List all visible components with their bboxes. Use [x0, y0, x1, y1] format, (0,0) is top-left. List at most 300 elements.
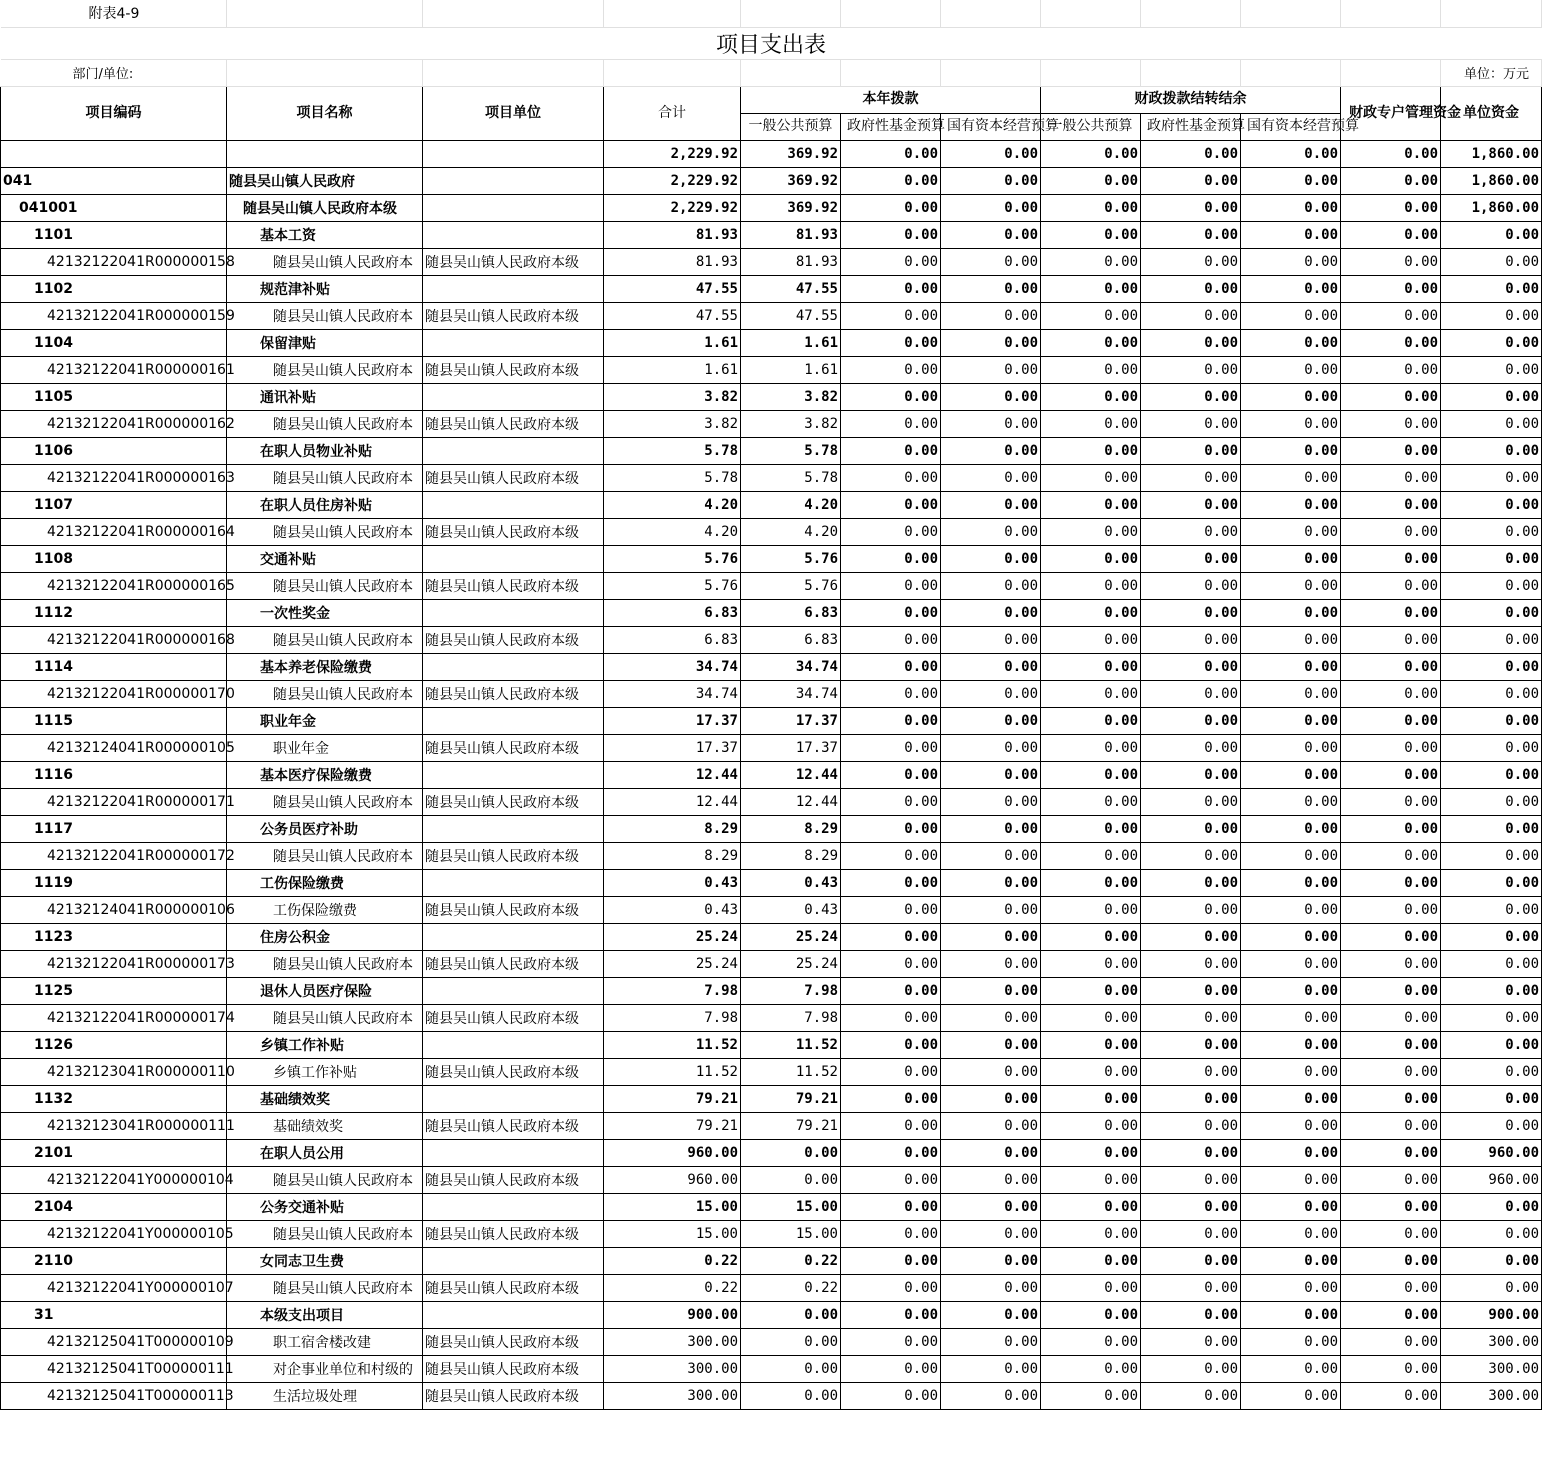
- cell-value[interactable]: 0.00: [1341, 410, 1441, 437]
- cell-value[interactable]: 0.00: [1041, 626, 1141, 653]
- cell-value[interactable]: 0.00: [1241, 464, 1341, 491]
- cell-value[interactable]: 0.00: [1241, 923, 1341, 950]
- cell-unit[interactable]: [423, 1085, 604, 1112]
- cell-value[interactable]: 0.00: [841, 1112, 941, 1139]
- cell-name[interactable]: 随县吴山镇人民政府本: [227, 1220, 423, 1247]
- cell-value[interactable]: 0.00: [1441, 896, 1542, 923]
- cell-value[interactable]: 0.00: [1441, 680, 1542, 707]
- header-current-general[interactable]: 一般公共预算: [741, 113, 841, 140]
- cell-value[interactable]: 0.00: [841, 248, 941, 275]
- cell-value[interactable]: 34.74: [741, 653, 841, 680]
- cell-value[interactable]: 0.00: [1441, 491, 1542, 518]
- cell-value[interactable]: 0.00: [1041, 545, 1141, 572]
- cell-value[interactable]: 960.00: [1441, 1139, 1542, 1166]
- cell-value[interactable]: 0.00: [1041, 1193, 1141, 1220]
- cell-value[interactable]: 0.00: [1141, 356, 1241, 383]
- cell-value[interactable]: 0.00: [1441, 1220, 1542, 1247]
- cell-value[interactable]: 0.00: [1341, 275, 1441, 302]
- cell-value[interactable]: 0.22: [741, 1247, 841, 1274]
- cell-name[interactable]: 随县吴山镇人民政府: [227, 167, 423, 194]
- cell-value[interactable]: 0.00: [1441, 437, 1542, 464]
- cell-value[interactable]: 0.00: [1341, 545, 1441, 572]
- cell-value[interactable]: 0.00: [1041, 923, 1141, 950]
- cell-value[interactable]: 0.00: [741, 1328, 841, 1355]
- cell-value[interactable]: 0.00: [1241, 491, 1341, 518]
- cell-value[interactable]: 0.00: [1241, 626, 1341, 653]
- cell-unit[interactable]: 随县吴山镇人民政府本级: [423, 1328, 604, 1355]
- cell-value[interactable]: 0.00: [941, 950, 1041, 977]
- cell-value[interactable]: 0.00: [1341, 1139, 1441, 1166]
- cell-value[interactable]: 25.24: [741, 950, 841, 977]
- cell-value[interactable]: 81.93: [604, 248, 741, 275]
- cell-value[interactable]: 12.44: [741, 788, 841, 815]
- cell-value[interactable]: 0.00: [1441, 1193, 1542, 1220]
- header-group-current[interactable]: 本年拨款: [741, 86, 1041, 113]
- cell-value[interactable]: 0.00: [1241, 1058, 1341, 1085]
- cell-value[interactable]: 0.00: [1141, 140, 1241, 167]
- cell-code[interactable]: 42132125041T000000109: [1, 1328, 227, 1355]
- cell-value[interactable]: 0.00: [1141, 167, 1241, 194]
- cell-value[interactable]: 0.00: [1341, 653, 1441, 680]
- cell-value[interactable]: 0.00: [1041, 734, 1141, 761]
- cell-value[interactable]: 0.00: [1241, 950, 1341, 977]
- cell-value[interactable]: 0.00: [1241, 356, 1341, 383]
- cell-value[interactable]: 0.00: [1241, 1139, 1341, 1166]
- cell-value[interactable]: 8.29: [604, 815, 741, 842]
- cell-unit[interactable]: [423, 194, 604, 221]
- cell-value[interactable]: 0.00: [1441, 1058, 1542, 1085]
- cell-value[interactable]: 7.98: [604, 1004, 741, 1031]
- cell-value[interactable]: 0.00: [1241, 437, 1341, 464]
- cell-value[interactable]: 0.00: [1041, 842, 1141, 869]
- cell-value[interactable]: 0.00: [1141, 1112, 1241, 1139]
- cell-value[interactable]: 12.44: [741, 761, 841, 788]
- cell-value[interactable]: 3.82: [604, 410, 741, 437]
- cell-unit[interactable]: 随县吴山镇人民政府本级: [423, 842, 604, 869]
- cell-value[interactable]: 0.00: [841, 1193, 941, 1220]
- cell-value[interactable]: 0.00: [1041, 1220, 1141, 1247]
- cell-value[interactable]: 0.00: [841, 356, 941, 383]
- cell-value[interactable]: 0.00: [1141, 1247, 1241, 1274]
- cell-value[interactable]: 0.00: [1341, 1328, 1441, 1355]
- cell-value[interactable]: 2,229.92: [604, 167, 741, 194]
- cell-code[interactable]: 42132125041T000000113: [1, 1382, 227, 1409]
- cell-value[interactable]: 0.00: [1341, 572, 1441, 599]
- cell-unit[interactable]: [423, 437, 604, 464]
- cell-code[interactable]: 42132122041R000000173: [1, 950, 227, 977]
- cell-value[interactable]: 0.00: [1141, 950, 1241, 977]
- cell-value[interactable]: 0.00: [1041, 383, 1141, 410]
- cell-value[interactable]: 5.78: [741, 437, 841, 464]
- cell-value[interactable]: 0.00: [1141, 1031, 1241, 1058]
- cell-name[interactable]: 基本工资: [227, 221, 423, 248]
- cell-code[interactable]: 1125: [1, 977, 227, 1004]
- cell-value[interactable]: 0.00: [941, 167, 1041, 194]
- cell-value[interactable]: 0.00: [1141, 1382, 1241, 1409]
- cell-value[interactable]: 0.00: [1141, 437, 1241, 464]
- cell-value[interactable]: 15.00: [604, 1220, 741, 1247]
- cell-name[interactable]: 退休人员医疗保险: [227, 977, 423, 1004]
- cell-value[interactable]: 0.00: [941, 896, 1041, 923]
- cell-name[interactable]: 公务交通补贴: [227, 1193, 423, 1220]
- cell-value[interactable]: 8.29: [741, 842, 841, 869]
- cell-value[interactable]: 0.00: [1341, 1193, 1441, 1220]
- cell-value[interactable]: 1.61: [741, 356, 841, 383]
- cell-value[interactable]: 0.00: [741, 1166, 841, 1193]
- cell-value[interactable]: 0.00: [1041, 653, 1141, 680]
- cell-code[interactable]: 041001: [1, 194, 227, 221]
- cell-unit[interactable]: 随县吴山镇人民政府本级: [423, 734, 604, 761]
- cell-value[interactable]: 0.00: [1441, 977, 1542, 1004]
- cell-value[interactable]: 0.00: [1241, 275, 1341, 302]
- cell-value[interactable]: 0.00: [1341, 437, 1441, 464]
- cell-value[interactable]: 0.00: [841, 1139, 941, 1166]
- cell-value[interactable]: 0.00: [1041, 302, 1141, 329]
- cell-name[interactable]: 对企事业单位和村级的: [227, 1355, 423, 1382]
- cell-value[interactable]: 0.00: [841, 383, 941, 410]
- cell-unit[interactable]: [423, 599, 604, 626]
- cell-name[interactable]: 随县吴山镇人民政府本: [227, 572, 423, 599]
- cell-value[interactable]: 0.00: [1041, 1328, 1141, 1355]
- cell-code[interactable]: 1101: [1, 221, 227, 248]
- cell-value[interactable]: 0.00: [941, 788, 1041, 815]
- cell-value[interactable]: 0.00: [1441, 599, 1542, 626]
- cell-value[interactable]: 0.00: [941, 842, 1041, 869]
- unit-label[interactable]: 单位：万元: [1441, 59, 1542, 86]
- cell-value[interactable]: 0.00: [1241, 896, 1341, 923]
- cell-name[interactable]: 随县吴山镇人民政府本: [227, 356, 423, 383]
- cell-value[interactable]: 0.00: [841, 1274, 941, 1301]
- cell-value[interactable]: 0.00: [841, 896, 941, 923]
- cell-code[interactable]: 42132122041Y000000104: [1, 1166, 227, 1193]
- cell-value[interactable]: 25.24: [741, 923, 841, 950]
- cell-name[interactable]: 女同志卫生费: [227, 1247, 423, 1274]
- cell-value[interactable]: 0.00: [941, 734, 1041, 761]
- cell-code[interactable]: 1106: [1, 437, 227, 464]
- cell-value[interactable]: 3.82: [741, 410, 841, 437]
- cell-code[interactable]: 42132122041R000000158: [1, 248, 227, 275]
- cell-value[interactable]: 0.00: [1141, 680, 1241, 707]
- cell-value[interactable]: 0.00: [1241, 1166, 1341, 1193]
- cell-value[interactable]: 0.00: [1041, 140, 1141, 167]
- cell-name[interactable]: 基础绩效奖: [227, 1112, 423, 1139]
- cell-value[interactable]: 0.00: [741, 1301, 841, 1328]
- cell-value[interactable]: 2,229.92: [604, 194, 741, 221]
- cell-value[interactable]: 0.00: [1241, 1247, 1341, 1274]
- cell-value[interactable]: 0.00: [941, 194, 1041, 221]
- cell-value[interactable]: 0.00: [1141, 410, 1241, 437]
- cell-value[interactable]: 7.98: [741, 1004, 841, 1031]
- cell-value[interactable]: 0.00: [841, 869, 941, 896]
- cell-unit[interactable]: 随县吴山镇人民政府本级: [423, 572, 604, 599]
- cell-name[interactable]: 随县吴山镇人民政府本: [227, 410, 423, 437]
- header-current-state[interactable]: 国有资本经营预算: [941, 113, 1041, 140]
- cell-value[interactable]: 0.00: [1241, 1328, 1341, 1355]
- cell-value[interactable]: 0.00: [1241, 1112, 1341, 1139]
- cell-value[interactable]: 0.00: [1441, 707, 1542, 734]
- cell-value[interactable]: 0.00: [1241, 248, 1341, 275]
- cell-value[interactable]: 0.00: [1341, 977, 1441, 1004]
- cell-name[interactable]: 随县吴山镇人民政府本: [227, 626, 423, 653]
- cell-name[interactable]: 基本养老保险缴费: [227, 653, 423, 680]
- cell-value[interactable]: 0.00: [1041, 977, 1141, 1004]
- cell-value[interactable]: 0.00: [1141, 1085, 1241, 1112]
- cell-value[interactable]: 17.37: [604, 707, 741, 734]
- cell-value[interactable]: 0.00: [1241, 734, 1341, 761]
- cell-value[interactable]: 0.00: [1041, 1301, 1141, 1328]
- cell-value[interactable]: 0.00: [1241, 653, 1341, 680]
- cell-code[interactable]: 2104: [1, 1193, 227, 1220]
- cell-value[interactable]: 0.00: [841, 140, 941, 167]
- cell-value[interactable]: 0.00: [1341, 815, 1441, 842]
- cell-value[interactable]: 0.00: [941, 410, 1041, 437]
- cell-value[interactable]: 1.61: [604, 329, 741, 356]
- cell-value[interactable]: 0.00: [841, 950, 941, 977]
- cell-value[interactable]: 0.00: [1241, 1085, 1341, 1112]
- cell-name[interactable]: 在职人员住房补贴: [227, 491, 423, 518]
- cell-value[interactable]: 34.74: [604, 653, 741, 680]
- cell-value[interactable]: 0.00: [1141, 1274, 1241, 1301]
- cell-value[interactable]: 3.82: [741, 383, 841, 410]
- cell-value[interactable]: 0.00: [1241, 194, 1341, 221]
- cell-unit[interactable]: [423, 1301, 604, 1328]
- cell-code[interactable]: 42132123041R000000111: [1, 1112, 227, 1139]
- cell-value[interactable]: 0.00: [1441, 464, 1542, 491]
- cell-value[interactable]: 0.00: [941, 275, 1041, 302]
- cell-value[interactable]: 0.00: [841, 707, 941, 734]
- cell-value[interactable]: 0.00: [1041, 572, 1141, 599]
- cell-value[interactable]: 0.00: [1041, 950, 1141, 977]
- cell-value[interactable]: 369.92: [741, 167, 841, 194]
- cell-value[interactable]: 0.00: [841, 518, 941, 545]
- cell-value[interactable]: 0.00: [1041, 464, 1141, 491]
- cell-name[interactable]: 随县吴山镇人民政府本: [227, 788, 423, 815]
- cell-code[interactable]: 31: [1, 1301, 227, 1328]
- cell-value[interactable]: 0.00: [741, 1355, 841, 1382]
- cell-value[interactable]: 0.00: [941, 356, 1041, 383]
- cell-value[interactable]: 300.00: [604, 1355, 741, 1382]
- cell-name[interactable]: 在职人员公用: [227, 1139, 423, 1166]
- cell-unit[interactable]: 随县吴山镇人民政府本级: [423, 1058, 604, 1085]
- cell-value[interactable]: 0.00: [941, 1004, 1041, 1031]
- cell-value[interactable]: 0.00: [941, 1382, 1041, 1409]
- cell-value[interactable]: 25.24: [604, 923, 741, 950]
- cell-value[interactable]: 300.00: [604, 1382, 741, 1409]
- cell-value[interactable]: 0.00: [941, 545, 1041, 572]
- cell-name[interactable]: 公务员医疗补助: [227, 815, 423, 842]
- cell-value[interactable]: 0.00: [1341, 923, 1441, 950]
- cell-value[interactable]: 0.00: [1241, 167, 1341, 194]
- cell-value[interactable]: 0.00: [1441, 626, 1542, 653]
- cell-value[interactable]: 0.00: [1041, 248, 1141, 275]
- cell-value[interactable]: 0.00: [941, 1247, 1041, 1274]
- cell-name[interactable]: 随县吴山镇人民政府本: [227, 518, 423, 545]
- cell-value[interactable]: 0.00: [941, 761, 1041, 788]
- cell-value[interactable]: 0.00: [1041, 1355, 1141, 1382]
- header-group-carry[interactable]: 财政拨款结转结余: [1041, 86, 1341, 113]
- cell-value[interactable]: 0.00: [1241, 1274, 1341, 1301]
- cell-name[interactable]: 一次性奖金: [227, 599, 423, 626]
- cell-name[interactable]: 交通补贴: [227, 545, 423, 572]
- cell-value[interactable]: 0.00: [1341, 356, 1441, 383]
- cell-value[interactable]: 0.00: [841, 653, 941, 680]
- cell-value[interactable]: 0.00: [1241, 221, 1341, 248]
- cell-value[interactable]: 0.00: [1141, 896, 1241, 923]
- cell-value[interactable]: 0.00: [1041, 1139, 1141, 1166]
- cell-unit[interactable]: [423, 1247, 604, 1274]
- cell-value[interactable]: 0.00: [1441, 383, 1542, 410]
- cell-value[interactable]: 79.21: [741, 1112, 841, 1139]
- cell-value[interactable]: 17.37: [741, 734, 841, 761]
- cell-value[interactable]: 0.00: [1241, 383, 1341, 410]
- cell-value[interactable]: 1.61: [741, 329, 841, 356]
- cell-value[interactable]: 0.00: [1241, 302, 1341, 329]
- cell-value[interactable]: 0.00: [1441, 815, 1542, 842]
- cell-value[interactable]: 960.00: [604, 1139, 741, 1166]
- cell-value[interactable]: 0.00: [1441, 950, 1542, 977]
- cell-value[interactable]: 0.00: [1341, 950, 1441, 977]
- cell-value[interactable]: 0.00: [1341, 1085, 1441, 1112]
- cell-value[interactable]: 0.00: [1241, 707, 1341, 734]
- cell-value[interactable]: 0.00: [841, 1328, 941, 1355]
- cell-value[interactable]: 0.00: [941, 1085, 1041, 1112]
- cell-name[interactable]: 住房公积金: [227, 923, 423, 950]
- cell-value[interactable]: 0.00: [941, 1355, 1041, 1382]
- cell-value[interactable]: 0.00: [1341, 1247, 1441, 1274]
- cell-value[interactable]: 0.00: [1141, 518, 1241, 545]
- cell-value[interactable]: 0.00: [941, 1301, 1041, 1328]
- cell-value[interactable]: 3.82: [604, 383, 741, 410]
- cell-value[interactable]: 0.00: [1241, 680, 1341, 707]
- cell-name[interactable]: [227, 140, 423, 167]
- cell-value[interactable]: 0.00: [1141, 842, 1241, 869]
- cell-value[interactable]: 1.61: [604, 356, 741, 383]
- cell-unit[interactable]: 随县吴山镇人民政府本级: [423, 1166, 604, 1193]
- cell-value[interactable]: 0.00: [1441, 1247, 1542, 1274]
- cell-value[interactable]: 0.00: [1141, 761, 1241, 788]
- cell-name[interactable]: 随县吴山镇人民政府本: [227, 950, 423, 977]
- cell-unit[interactable]: [423, 167, 604, 194]
- cell-name[interactable]: 基础绩效奖: [227, 1085, 423, 1112]
- cell-code[interactable]: 42132125041T000000111: [1, 1355, 227, 1382]
- cell-value[interactable]: 0.00: [1241, 788, 1341, 815]
- cell-value[interactable]: 81.93: [741, 221, 841, 248]
- cell-value[interactable]: 0.00: [841, 788, 941, 815]
- cell-value[interactable]: 0.43: [604, 896, 741, 923]
- cell-value[interactable]: 47.55: [741, 275, 841, 302]
- cell-value[interactable]: 0.00: [1041, 1112, 1141, 1139]
- cell-value[interactable]: 7.98: [741, 977, 841, 1004]
- cell-value[interactable]: 0.00: [1141, 1220, 1241, 1247]
- cell-value[interactable]: 0.00: [1041, 518, 1141, 545]
- cell-value[interactable]: 6.83: [741, 599, 841, 626]
- cell-value[interactable]: 0.00: [1441, 653, 1542, 680]
- cell-name[interactable]: 随县吴山镇人民政府本: [227, 248, 423, 275]
- header-current-fund[interactable]: 政府性基金预算: [841, 113, 941, 140]
- cell-value[interactable]: 960.00: [1441, 1166, 1542, 1193]
- cell-unit[interactable]: [423, 545, 604, 572]
- cell-name[interactable]: 基本医疗保险缴费: [227, 761, 423, 788]
- cell-value[interactable]: 0.00: [1041, 1058, 1141, 1085]
- cell-value[interactable]: 369.92: [741, 140, 841, 167]
- cell-value[interactable]: 0.00: [941, 572, 1041, 599]
- cell-value[interactable]: 0.00: [1141, 923, 1241, 950]
- cell-value[interactable]: 0.00: [841, 626, 941, 653]
- cell-value[interactable]: 0.00: [1141, 491, 1241, 518]
- cell-value[interactable]: 0.00: [1441, 275, 1542, 302]
- cell-value[interactable]: 0.00: [841, 1085, 941, 1112]
- cell-value[interactable]: 0.00: [1441, 518, 1542, 545]
- cell-value[interactable]: 0.00: [1441, 329, 1542, 356]
- cell-value[interactable]: 17.37: [741, 707, 841, 734]
- cell-value[interactable]: 17.37: [604, 734, 741, 761]
- cell-name[interactable]: 在职人员物业补贴: [227, 437, 423, 464]
- cell-value[interactable]: 0.00: [1141, 275, 1241, 302]
- cell-name[interactable]: 本级支出项目: [227, 1301, 423, 1328]
- cell-value[interactable]: 15.00: [604, 1193, 741, 1220]
- cell-value[interactable]: 15.00: [741, 1193, 841, 1220]
- cell-value[interactable]: 0.00: [1141, 545, 1241, 572]
- cell-value[interactable]: 300.00: [1441, 1328, 1542, 1355]
- cell-value[interactable]: 0.00: [841, 464, 941, 491]
- cell-value[interactable]: 0.00: [1041, 815, 1141, 842]
- cell-value[interactable]: 0.00: [841, 167, 941, 194]
- cell-value[interactable]: 0.00: [1341, 1301, 1441, 1328]
- cell-code[interactable]: 1102: [1, 275, 227, 302]
- cell-unit[interactable]: 随县吴山镇人民政府本级: [423, 788, 604, 815]
- cell-name[interactable]: 随县吴山镇人民政府本: [227, 464, 423, 491]
- cell-value[interactable]: 0.00: [841, 1355, 941, 1382]
- cell-value[interactable]: 0.00: [1341, 194, 1441, 221]
- cell-value[interactable]: 34.74: [741, 680, 841, 707]
- cell-value[interactable]: 0.00: [941, 140, 1041, 167]
- cell-value[interactable]: 900.00: [604, 1301, 741, 1328]
- cell-unit[interactable]: [423, 1139, 604, 1166]
- cell-value[interactable]: 0.00: [1141, 788, 1241, 815]
- cell-value[interactable]: 0.43: [604, 869, 741, 896]
- cell-value[interactable]: 0.00: [941, 329, 1041, 356]
- cell-value[interactable]: 0.22: [604, 1274, 741, 1301]
- cell-value[interactable]: 5.76: [604, 545, 741, 572]
- cell-value[interactable]: 0.00: [1141, 1301, 1241, 1328]
- cell-value[interactable]: 0.00: [1441, 1112, 1542, 1139]
- cell-unit[interactable]: [423, 869, 604, 896]
- cell-unit[interactable]: 随县吴山镇人民政府本级: [423, 950, 604, 977]
- cell-value[interactable]: 0.00: [1041, 1247, 1141, 1274]
- cell-value[interactable]: 0.00: [1441, 842, 1542, 869]
- cell-value[interactable]: 0.00: [1341, 1220, 1441, 1247]
- cell-value[interactable]: 0.00: [1141, 1328, 1241, 1355]
- cell-name[interactable]: 乡镇工作补贴: [227, 1031, 423, 1058]
- header-carry-general[interactable]: 一般公共预算: [1041, 113, 1141, 140]
- cell-value[interactable]: 0.00: [1441, 761, 1542, 788]
- cell-value[interactable]: 0.00: [941, 464, 1041, 491]
- cell-value[interactable]: 0.00: [841, 194, 941, 221]
- cell-value[interactable]: 0.00: [841, 329, 941, 356]
- cell-value[interactable]: 0.00: [941, 1112, 1041, 1139]
- cell-value[interactable]: 0.00: [1041, 410, 1141, 437]
- cell-value[interactable]: 0.00: [1241, 545, 1341, 572]
- cell-value[interactable]: 0.00: [1241, 329, 1341, 356]
- cell-unit[interactable]: 随县吴山镇人民政府本级: [423, 1220, 604, 1247]
- cell-value[interactable]: 0.00: [841, 1301, 941, 1328]
- cell-value[interactable]: 0.00: [1441, 572, 1542, 599]
- cell-unit[interactable]: [423, 275, 604, 302]
- cell-code[interactable]: 42132122041R000000172: [1, 842, 227, 869]
- cell-value[interactable]: 0.00: [841, 1004, 941, 1031]
- cell-code[interactable]: 42132122041R000000159: [1, 302, 227, 329]
- cell-value[interactable]: 0.00: [1141, 572, 1241, 599]
